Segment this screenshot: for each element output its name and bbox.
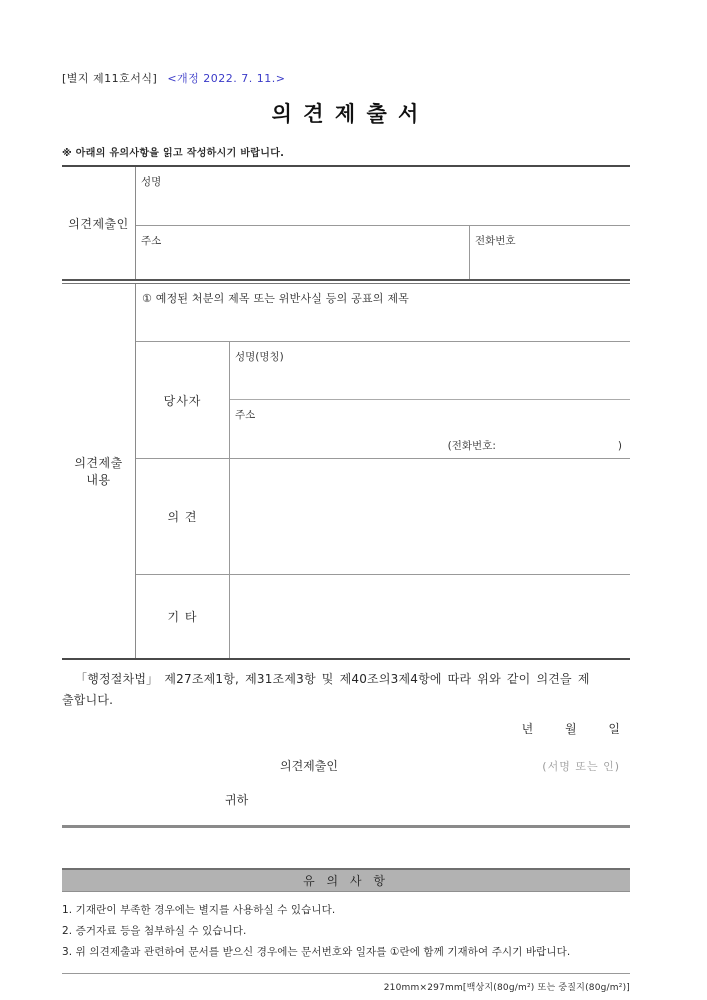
party-address-label: 주소 xyxy=(235,409,256,421)
item1-cell: ① 예정된 처분의 제목 또는 위반사실 등의 공표의 제목 xyxy=(142,292,409,305)
party-content xyxy=(229,342,630,458)
section-divider xyxy=(62,825,630,828)
notes-header-bar: 유 의 사 항 xyxy=(62,868,630,892)
submitter-name-label: 성명 xyxy=(141,176,162,188)
submitter-row-header: 의견제출인 xyxy=(68,216,129,231)
party-phone-inline xyxy=(448,438,622,453)
signature-hint: (서명 또는 인) xyxy=(542,760,620,773)
etc-cell xyxy=(229,575,630,658)
date-year-label: 년 xyxy=(521,722,534,736)
recipient-line: 귀하 xyxy=(225,793,249,807)
submitter-phone-cell xyxy=(469,226,630,279)
notes-item-3: 3. 위 의견제출과 관련하여 문서를 받으신 경우에는 문서번호와 일자를 ①란에 함께 기재하여 주시기 바랍니다. xyxy=(62,946,571,958)
page-title: 의 견 제 출 서 xyxy=(271,102,421,126)
form-code: [별지 제11호서식] xyxy=(62,72,158,85)
signature-line xyxy=(62,757,630,774)
submitter-table-body xyxy=(135,167,630,279)
date-day-label: 일 xyxy=(608,722,620,736)
party-phone-close: ) xyxy=(617,440,622,452)
instruction-note: ※ 아래의 유의사항을 읽고 작성하시기 바랍니다. xyxy=(62,148,285,159)
party-name-label: 성명(명칭) xyxy=(235,351,284,363)
notes-item-1: 1. 기재란이 부족한 경우에는 별지를 사용하실 수 있습니다. xyxy=(62,904,336,916)
notes-bottom-rule xyxy=(62,973,630,974)
closing-statement xyxy=(62,669,630,711)
form-code-line xyxy=(62,70,630,86)
content-table xyxy=(62,283,630,660)
content-row-header-line2: 내용 xyxy=(86,473,111,487)
opinion-label: 의 견 xyxy=(167,510,198,524)
content-row-header xyxy=(62,284,135,658)
party-name-cell xyxy=(230,342,630,399)
date-month-label: 월 xyxy=(564,722,577,736)
form-sheet xyxy=(62,70,630,993)
content-table-body xyxy=(135,284,630,658)
closing-statement-line1: 「행정절차법」 제27조제1항, 제31조제3항 및 제40조의3제4항에 따라 위와 같이 의견을 제 xyxy=(75,672,590,686)
date-line xyxy=(62,720,630,737)
submitter-table xyxy=(62,165,630,281)
closing-statement-line2: 출합니다. xyxy=(62,693,114,707)
revision-note: <개정 2022. 7. 11.> xyxy=(167,72,286,85)
content-row-header-line1: 의견제출 xyxy=(74,456,123,470)
submitter-address-row xyxy=(136,225,630,279)
notes-item-2: 2. 증거자료 등을 첨부하실 수 있습니다. xyxy=(62,925,247,937)
party-address-cell xyxy=(230,399,630,458)
party-label: 당사자 xyxy=(163,393,202,408)
opinion-section xyxy=(136,458,630,574)
submitter-name-cell xyxy=(136,167,630,225)
notes-list xyxy=(62,892,630,971)
submitter-phone-label: 전화번호 xyxy=(475,235,516,247)
signature-submitter-label: 의견제출인 xyxy=(280,759,338,773)
etc-section xyxy=(136,574,630,658)
submitter-address-label: 주소 xyxy=(141,235,162,247)
party-section xyxy=(136,341,630,458)
submitter-address-cell xyxy=(136,226,469,279)
opinion-cell xyxy=(229,459,630,574)
party-phone-open: (전화번호: xyxy=(447,440,496,452)
paper-spec: 210mm×297mm[백상지(80g/m²) 또는 중질지(80g/m²)] xyxy=(383,983,630,993)
etc-label: 기 타 xyxy=(167,610,198,624)
